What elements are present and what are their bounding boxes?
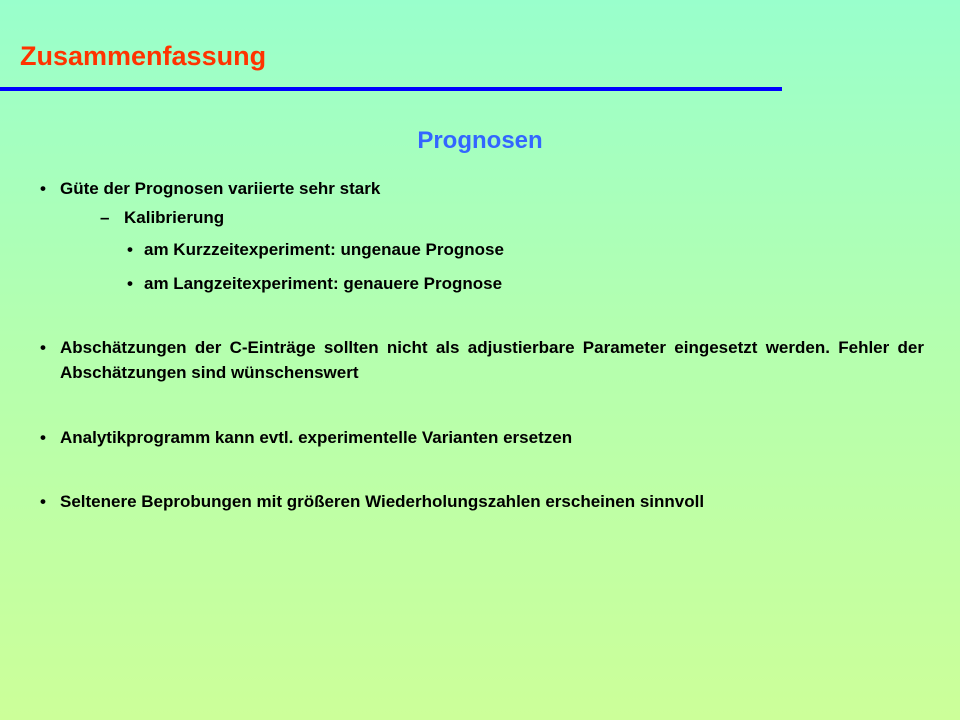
title-underline <box>0 87 782 91</box>
sub-item-kalibrierung: Kalibrierung <box>124 208 225 227</box>
bullet-marker: • <box>40 338 46 357</box>
dash-marker: – <box>100 208 110 227</box>
bullet-item-analytikprogramm: Analytikprogramm kann evtl. experimentelle Varianten ersetzen <box>60 428 573 447</box>
bullet-marker: • <box>127 240 133 259</box>
slide-title: Zusammenfassung <box>20 41 267 71</box>
bullet-marker: • <box>127 274 133 293</box>
section-heading: Prognosen <box>417 127 543 154</box>
sub-sub-item-langzeit: am Langzeitexperiment: genauere Prognose <box>144 274 503 293</box>
bullet-marker: • <box>40 179 46 198</box>
sub-sub-item-kurzzeit: am Kurzzeitexperiment: ungenaue Prognose <box>144 240 504 259</box>
bullet-item-prognose-guete: Güte der Prognosen variierte sehr stark <box>60 179 381 198</box>
bullet-marker: • <box>40 492 46 511</box>
bullet-item-c-eintraege: Abschätzungen der C-Einträge sollten nicht als adjustierbare Parameter eingesetzt werden. Fehler der Abschätzungen sind wünschenswert <box>60 338 924 382</box>
bullet-marker: • <box>40 428 46 447</box>
bullet-item-beprobungen: Seltenere Beprobungen mit größeren Wiederholungszahlen erscheinen sinnvoll <box>60 492 705 511</box>
